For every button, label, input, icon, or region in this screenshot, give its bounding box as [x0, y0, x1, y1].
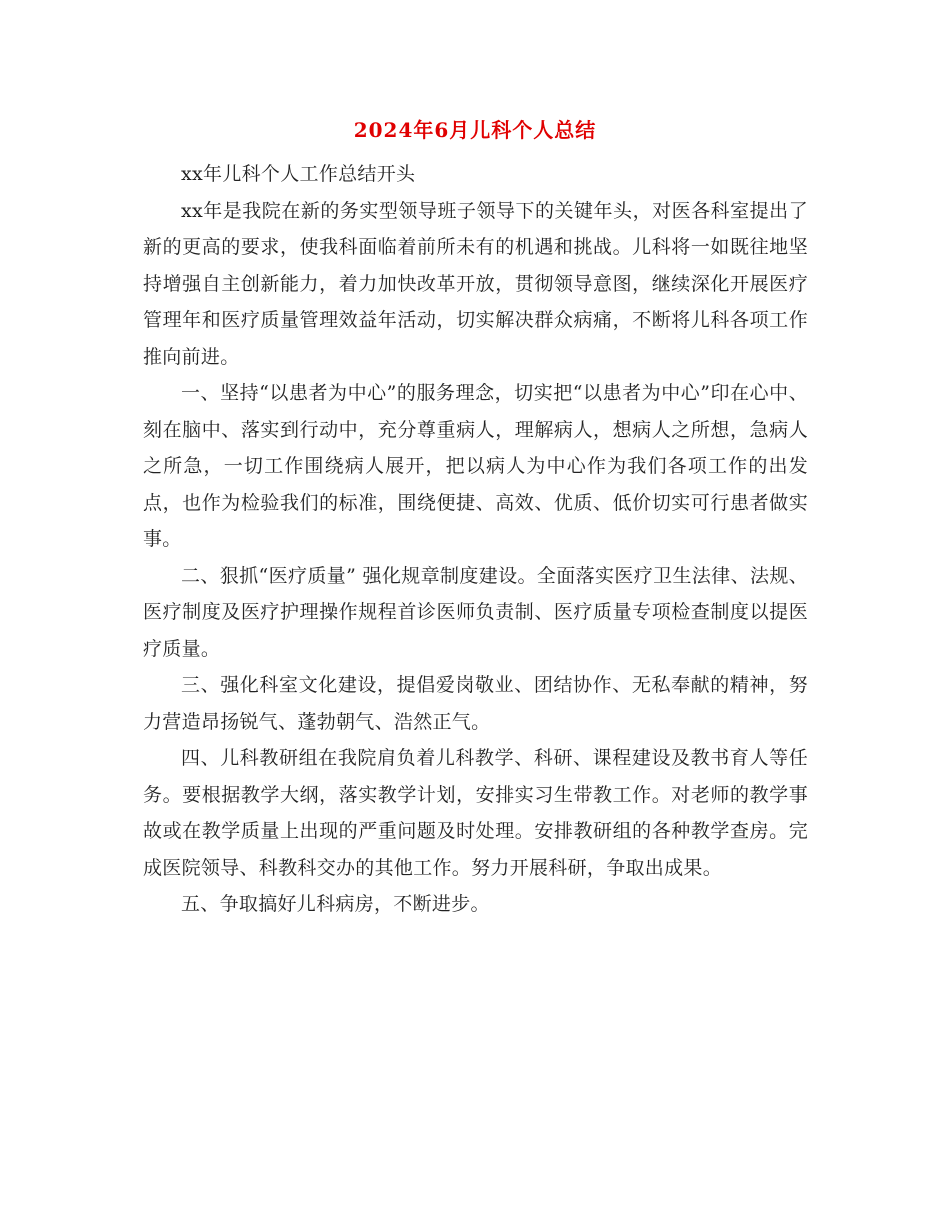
- paragraph-item-4: 四、儿科教研组在我院肩负着儿科教学、科研、课程建设及教书育人等任务。要根据教学大纲，落实教学计划，安排实习生带教工作。对老师的教学事故或在教学质量上出现的严重问题及时处理。安排教研组的各种教学查房。完成医院领导、科教科交办的其他工作。努力开展科研，争取出成果。: [143, 747, 808, 879]
- paragraph-item-3: 三、强化科室文化建设，提倡爱岗敬业、团结协作、无私奉献的精神，努力营造昂扬锐气、蓬勃朝气、浩然正气。: [143, 674, 808, 733]
- paragraph-item-5: 五、争取搞好儿科病房，不断进步。: [181, 893, 490, 915]
- document-title: 2024年6月儿科个人总结: [353, 118, 597, 142]
- paragraph-item-1: 一、坚持“以患者为中心”的服务理念，切实把“以患者为中心”印在心中、刻在脑中、落实到行动中，充分尊重病人，理解病人，想病人之所想，急病人之所急，一切工作围绕病人展开，把以病人为中心作为我们各项工作的出发点，也作为检验我们的标准，围绕便捷、高效、优质、低价切实可行患者做实事。: [143, 382, 808, 550]
- document-body: [143, 156, 808, 923]
- paragraph-item-2: 二、狠抓“医疗质量” 强化规章制度建设。全面落实医疗卫生法律、法规、医疗制度及医疗护理操作规程首诊医师负责制、医疗质量专项检查制度以提医疗质量。: [143, 564, 808, 660]
- paragraph-intro: xx年是我院在新的务实型领导班子领导下的关键年头，对医各科室提出了新的更高的要求，使我科面临着前所未有的机遇和挑战。儿科将一如既往地坚持增强自主创新能力，着力加快改革开放，贯彻领导意图，继续深化开展医疗管理年和医疗质量管理效益年活动，切实解决群众病痛，不断将儿科各项工作推向前进。: [143, 199, 808, 368]
- paragraph-intro-heading: xx年儿科个人工作总结开头: [181, 163, 416, 185]
